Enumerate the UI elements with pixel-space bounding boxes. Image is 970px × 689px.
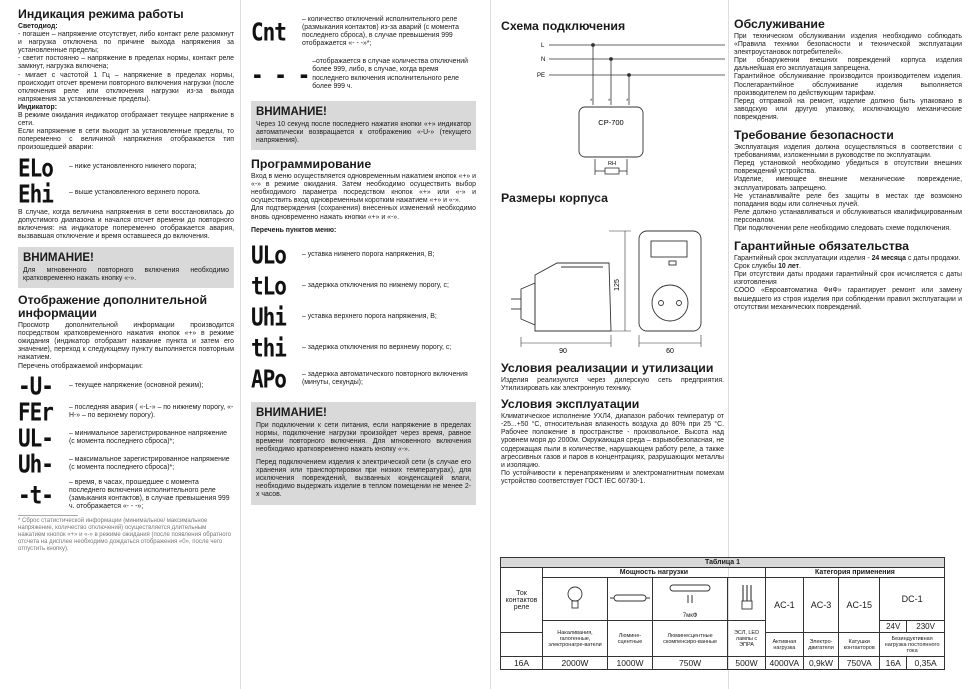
table-cell: 500W: [728, 657, 766, 670]
cat-ac1: AC-1: [765, 578, 803, 633]
service-p2: При обнаружении внешних повреждений корпуса изделия дальнейшая его эксплуатация запрещена.: [734, 57, 962, 73]
heading-conditions: Условия реализации и утилизации: [501, 361, 714, 375]
code-description: – уставка нижнего порога напряжения, В;: [302, 250, 435, 258]
extra-p2: Перечень отображаемой информации:: [18, 362, 143, 370]
attention-text: Для мгновенного повторного включения необходимо кратковременно нажать кнопку «-».: [23, 266, 229, 282]
led-title: Светодиод:: [18, 23, 58, 30]
desc-compensated: Люминесцентные скомпенсиро-ванные: [653, 621, 728, 657]
code-description: – текущее напряжение (основной режим);: [69, 381, 204, 389]
attention-box-1: [251, 101, 476, 150]
table-cell: 2000W: [543, 657, 608, 670]
prog-p1: Вход в меню осуществляется одновременным нажатием кнопок «+» и «-» в режиме ожидания. Затем необходимо осуществить выбор необходимого параметра посредством кнопок «+» или «-» и осуществить вход одновременным коротким нажатием «+» и «-».: [251, 173, 476, 205]
safety-p3: Изделие, имеющее внешние механические повреждение, эксплуатировать запрещено.: [734, 176, 962, 192]
code-description: – задержка отключения по нижнему порогу, с;: [302, 281, 449, 289]
list-item: [251, 364, 476, 393]
service-p4: Перед отправкой на ремонт, изделие должно быть упаковано в заводскую или другую упаковку, исключающую механические повреждения.: [734, 97, 962, 121]
code-description: – максимальное зарегистрированное напряжение (с момента последнего сброса)*;: [69, 455, 230, 471]
footnote: * Сброс статистической информации (минимальное/ максимальное напряжение, количество отключений) осуществляется длительным нажатием кнопок «+» и «-» в режиме ожидания (после появления обратного отсчета на дисплее необходимо дождаться отображения «0», после чего отпустить кнопку).: [18, 518, 231, 552]
service-p3: Гарантийное обслуживание производится производителем изделия. Послегарантийное обслуживание изделия выполняется производителем по действующим тарифам.: [734, 73, 962, 97]
exploitation-p2: По устойчивости к перенапряжениям и электромагнитным помехам устройство соответствует ГОСТ IEC 60730-1.: [501, 469, 724, 485]
attention-text: При подключении к сети питания, если напряжение в пределах нормы, подключение нагрузки произойдет через время, равное времени повторного включения. Для мгновенного включения необходимо кратковременно нажать кнопку «-».: [256, 421, 471, 453]
dimensions-drawing: [501, 207, 725, 357]
table-title: Таблица 1: [501, 558, 945, 568]
list-item: [18, 371, 234, 400]
list-item: [18, 449, 234, 478]
heading-service: Обслуживание: [734, 17, 825, 31]
code-description: –отображается в случае количества отключений более 999, либо, в случае, когда время последнего включения исполнительного реле более 999 ч.: [312, 58, 469, 90]
display-code: FEr: [18, 397, 53, 426]
warranty-p1: Гарантийный срок эксплуатации изделия - 24 месяца с даты продажи.: [734, 255, 961, 263]
table-cell: 16A: [501, 657, 543, 670]
cfl-icon: [728, 578, 766, 621]
extra-info-list: [18, 371, 234, 511]
table-cell: 16A: [880, 657, 907, 670]
wiring-diagram: [501, 35, 725, 185]
heading-extra: Отображение дополнительной информации: [18, 293, 207, 321]
code-description: – выше установленного верхнего порога.: [69, 189, 201, 197]
display-code: Uhi: [251, 302, 286, 331]
code-description: – задержка автоматического повторного включения (минуты, секунды);: [302, 370, 468, 386]
extra-p1: Просмотр дополнительной информации производится посредством кратковременного нажатия кнопок «+» в режиме ожидания (индикатор отобразит название пункта и затем его значение), переход к следующему пункту выполняется повторным нажатием.: [18, 322, 234, 362]
list-item: [251, 240, 476, 269]
conditions-text: Изделия реализуются через дилерскую сеть предприятия. Утилизировать как электронную технику.: [501, 377, 724, 393]
attention-box-2: [251, 402, 476, 505]
volt-24: 24V: [880, 621, 907, 633]
attention-title: ВНИМАНИЕ!: [23, 251, 94, 264]
relay-box: [579, 107, 643, 157]
safety-p4: Не устанавливайте реле без защиты в местах где возможно попадания воды или солнечных лучей.: [734, 192, 962, 208]
code-description: – последняя авария ( «-L-» – по нижнему порогу, «-H-» – по верхнему порогу).: [69, 403, 234, 419]
table-cell: 1000W: [607, 657, 652, 670]
list-item: [251, 271, 476, 300]
code-description: – уставка верхнего порога напряжения, В;: [302, 312, 437, 320]
label-n: N: [541, 57, 546, 63]
desc-empty: [501, 633, 543, 657]
display-code: Cnt: [251, 18, 286, 47]
cat-dc1: DC-1: [880, 578, 945, 621]
dim-width-2: 60: [666, 348, 674, 355]
heading-safety: Требование безопасности: [734, 128, 894, 143]
list-item: [18, 479, 234, 511]
display-code: Ehi: [18, 179, 53, 208]
heading-dims: Размеры корпуса: [501, 191, 609, 205]
table-cell: 4000VA: [765, 657, 803, 670]
display-code: - - -: [251, 60, 310, 89]
attention-title: ВНИМАНИЕ!: [256, 406, 327, 419]
dim-height: 125: [614, 279, 621, 291]
code-row-ehi: [18, 179, 234, 208]
display-code: APo: [251, 364, 286, 393]
th-current: Ток контактов реле: [501, 568, 543, 633]
prog-p2: Для подтверждения (сохранения) внесенных изменений необходимо вновь одновременно нажать кнопки «+» и «-».: [251, 205, 476, 221]
led-p3: - мигает с частотой 1 Гц – напряжение в пределах нормы, происходит отсчет времени повторного включения нагрузки (после отключения реле или отключения нагрузки из-за выхода напряжения за установленные пределы).: [18, 71, 234, 103]
heading-scheme: Схема подключения: [501, 19, 626, 33]
desc-fluorescent: Люмине-сцентные: [607, 621, 652, 657]
label-l: L: [541, 43, 545, 49]
desc-active: Активная нагрузка: [765, 633, 803, 657]
warranty-p2: Срок службы 10 лет.: [734, 263, 801, 271]
list-item: [251, 333, 476, 362]
load-label: RH: [608, 161, 616, 167]
ind-p3: В случае, когда величина напряжения в сети восстановилась до допустимого диапазона и начался отсчет времени до повторного включения: на индикаторе попеременно отображается авария, вызвавшая отключение и время оставшееся до включения.: [18, 208, 234, 240]
heading-programming: Программирование: [251, 157, 372, 172]
lamp-icon: [543, 578, 608, 621]
load-resistor: [605, 168, 619, 174]
column-2: [240, 0, 488, 689]
menu-title: Перечень пунктов меню:: [251, 226, 337, 234]
attention-text: Через 10 секунд после последнего нажатия кнопки «+» индикатор автоматически возвращается к отображению «-U-» (текущего напряжения).: [256, 120, 471, 144]
compensated-icon: [653, 578, 728, 621]
safety-p2: Перед установкой необходимо убедиться в отсутствии внешних повреждений устройства.: [734, 160, 962, 176]
label-pe: PE: [537, 73, 546, 79]
heading-exploitation: Условия эксплуатации: [501, 397, 640, 412]
ind-title: Индикатор:: [18, 103, 58, 111]
code-description: – количество отключений исполнительного реле (размыкания контактов) из-за аварий (с момента последнего сброса), в случае превышения 999 отображается «- - -»*;: [302, 16, 459, 48]
table-cell: 750W: [653, 657, 728, 670]
th-power: Мощность нагрузки: [543, 568, 766, 578]
svg-text:*: *: [626, 99, 629, 105]
load-table: [500, 557, 945, 670]
display-code: tLo: [251, 271, 286, 300]
ind-p2: Если напряжение в сети выходит за установленные пределы, то попеременно с величиной напряжения отображается тип произошедшей аварии:: [18, 128, 234, 152]
warranty-p3: При отсутствии даты продажи гарантийный срок исчисляется с даты изготовления: [734, 271, 962, 287]
display-code: ULo: [251, 240, 286, 269]
table-cell: 750VA: [839, 657, 880, 670]
column-1: [0, 0, 240, 689]
code-row-cnt: [251, 16, 476, 48]
heading-warranty: Гарантийные обязательства: [734, 239, 909, 254]
capacitor-value: 7мкФ: [682, 613, 698, 619]
display-code: -U-: [18, 371, 53, 400]
code-row-elo: [18, 153, 234, 182]
attention-text-2: Перед подключением изделия к электрической сети (в случае его хранения или транспортировки при низких температурах), для исключения повреждений, вызванных конденсацией влаги, необходимо выдержать изделие в теплом помещении не менее 2-х часов.: [256, 459, 471, 499]
attention-title: ВНИМАНИЕ!: [256, 105, 327, 118]
dim-width-1: 90: [559, 348, 567, 355]
display-code: ELo: [18, 153, 53, 182]
display-code: UL-: [18, 423, 53, 452]
th-category: Категория применения: [765, 568, 944, 578]
attention-box: [18, 247, 234, 288]
code-row-dash: [251, 58, 476, 90]
display-code: -t-: [18, 480, 53, 509]
display-code: thi: [251, 333, 286, 362]
code-description: – задержка отключения по верхнему порогу, с;: [302, 343, 452, 351]
list-item: [18, 423, 234, 452]
desc-incandescent: Накаливания, галогенные, электронагре-ватели: [543, 621, 608, 657]
service-p1: При техническом обслуживании изделия необходимо соблюдать «Правила техники безопасности и технической эксплуатации электроустановок потребителей».: [734, 33, 962, 57]
code-description: – время, в часах, прошедшее с момента последнего включения исполнительного реле (замыкания контактов), в случае превышения 999 ч. отображается «- - -»;: [69, 478, 230, 510]
table-cell: 0,9kW: [803, 657, 838, 670]
heading-mode: Индикация режима работы: [18, 7, 184, 21]
svg-text:*: *: [608, 99, 611, 105]
device-label: CP-700: [598, 118, 624, 127]
ind-p1: В режиме ожидания индикатор отображает текущее напряжение в сети.: [18, 112, 234, 128]
cat-ac15: AC-15: [839, 578, 880, 633]
svg-text:*: *: [590, 99, 593, 105]
warranty-p4: СООО «Евроавтоматика ФиФ» гарантирует ремонт или замену вышедшего из строя изделия при соблюдении правил эксплуатации и отсутствии механических повреждений.: [734, 287, 962, 311]
display-code: Uh-: [18, 449, 53, 478]
cat-ac3: AC-3: [803, 578, 838, 633]
list-item: [18, 397, 234, 426]
desc-dc: Безиндуктивная нагрузка постоянного тока: [880, 633, 945, 657]
fluorescent-icon: [607, 578, 652, 621]
led-p1: - погашен – напряжение отсутствует, либо контакт реле разомкнут и нагрузка отключена по причине выхода напряжения за установленные пределы;: [18, 31, 234, 55]
exploitation-p1: Климатическое исполнение УХЛ4, диапазон рабочих температур от -25...+50 °С, относительная влажность воздуха до 80% при 25 °С. Рабочее положение в пространстве - произвольное. Высота над уровнем моря до 2000м. Окружающая среда – взрывобезопасная, не содержащая пыли в количестве, нарушающем работу реле, а также агрессивных газов и паров в концентрациях, разрушающих металлы и изоляцию.: [501, 413, 724, 469]
desc-cfl: ЭСЛ, LED лампы с ЭПРА: [728, 621, 766, 657]
list-item: [251, 302, 476, 331]
safety-p5: Реле должно устанавливаться и обслуживаться квалифицированным персоналом.: [734, 208, 962, 224]
menu-list: [251, 240, 476, 393]
table-cell: 0,35A: [907, 657, 945, 670]
volt-230: 230V: [907, 621, 945, 633]
desc-coils: Катушки контакторов: [839, 633, 880, 657]
code-description: – ниже установленного нижнего порога;: [69, 163, 197, 171]
safety-p1: Эксплуатация изделия должна осуществляться в соответствии с требованиями, изложенными в руководстве по эксплуатации.: [734, 144, 962, 160]
desc-motors: Электро-двигатели: [803, 633, 838, 657]
code-description: – минимальное зарегистрированное напряжение (с момента последнего сброса)*;: [69, 429, 227, 445]
led-p2: - светит постоянно – напряжение в пределах нормы, контакт реле замкнут, нагрузка включена;: [18, 55, 234, 71]
safety-p6: При подключении реле необходимо следовать схеме подключения.: [734, 224, 952, 232]
